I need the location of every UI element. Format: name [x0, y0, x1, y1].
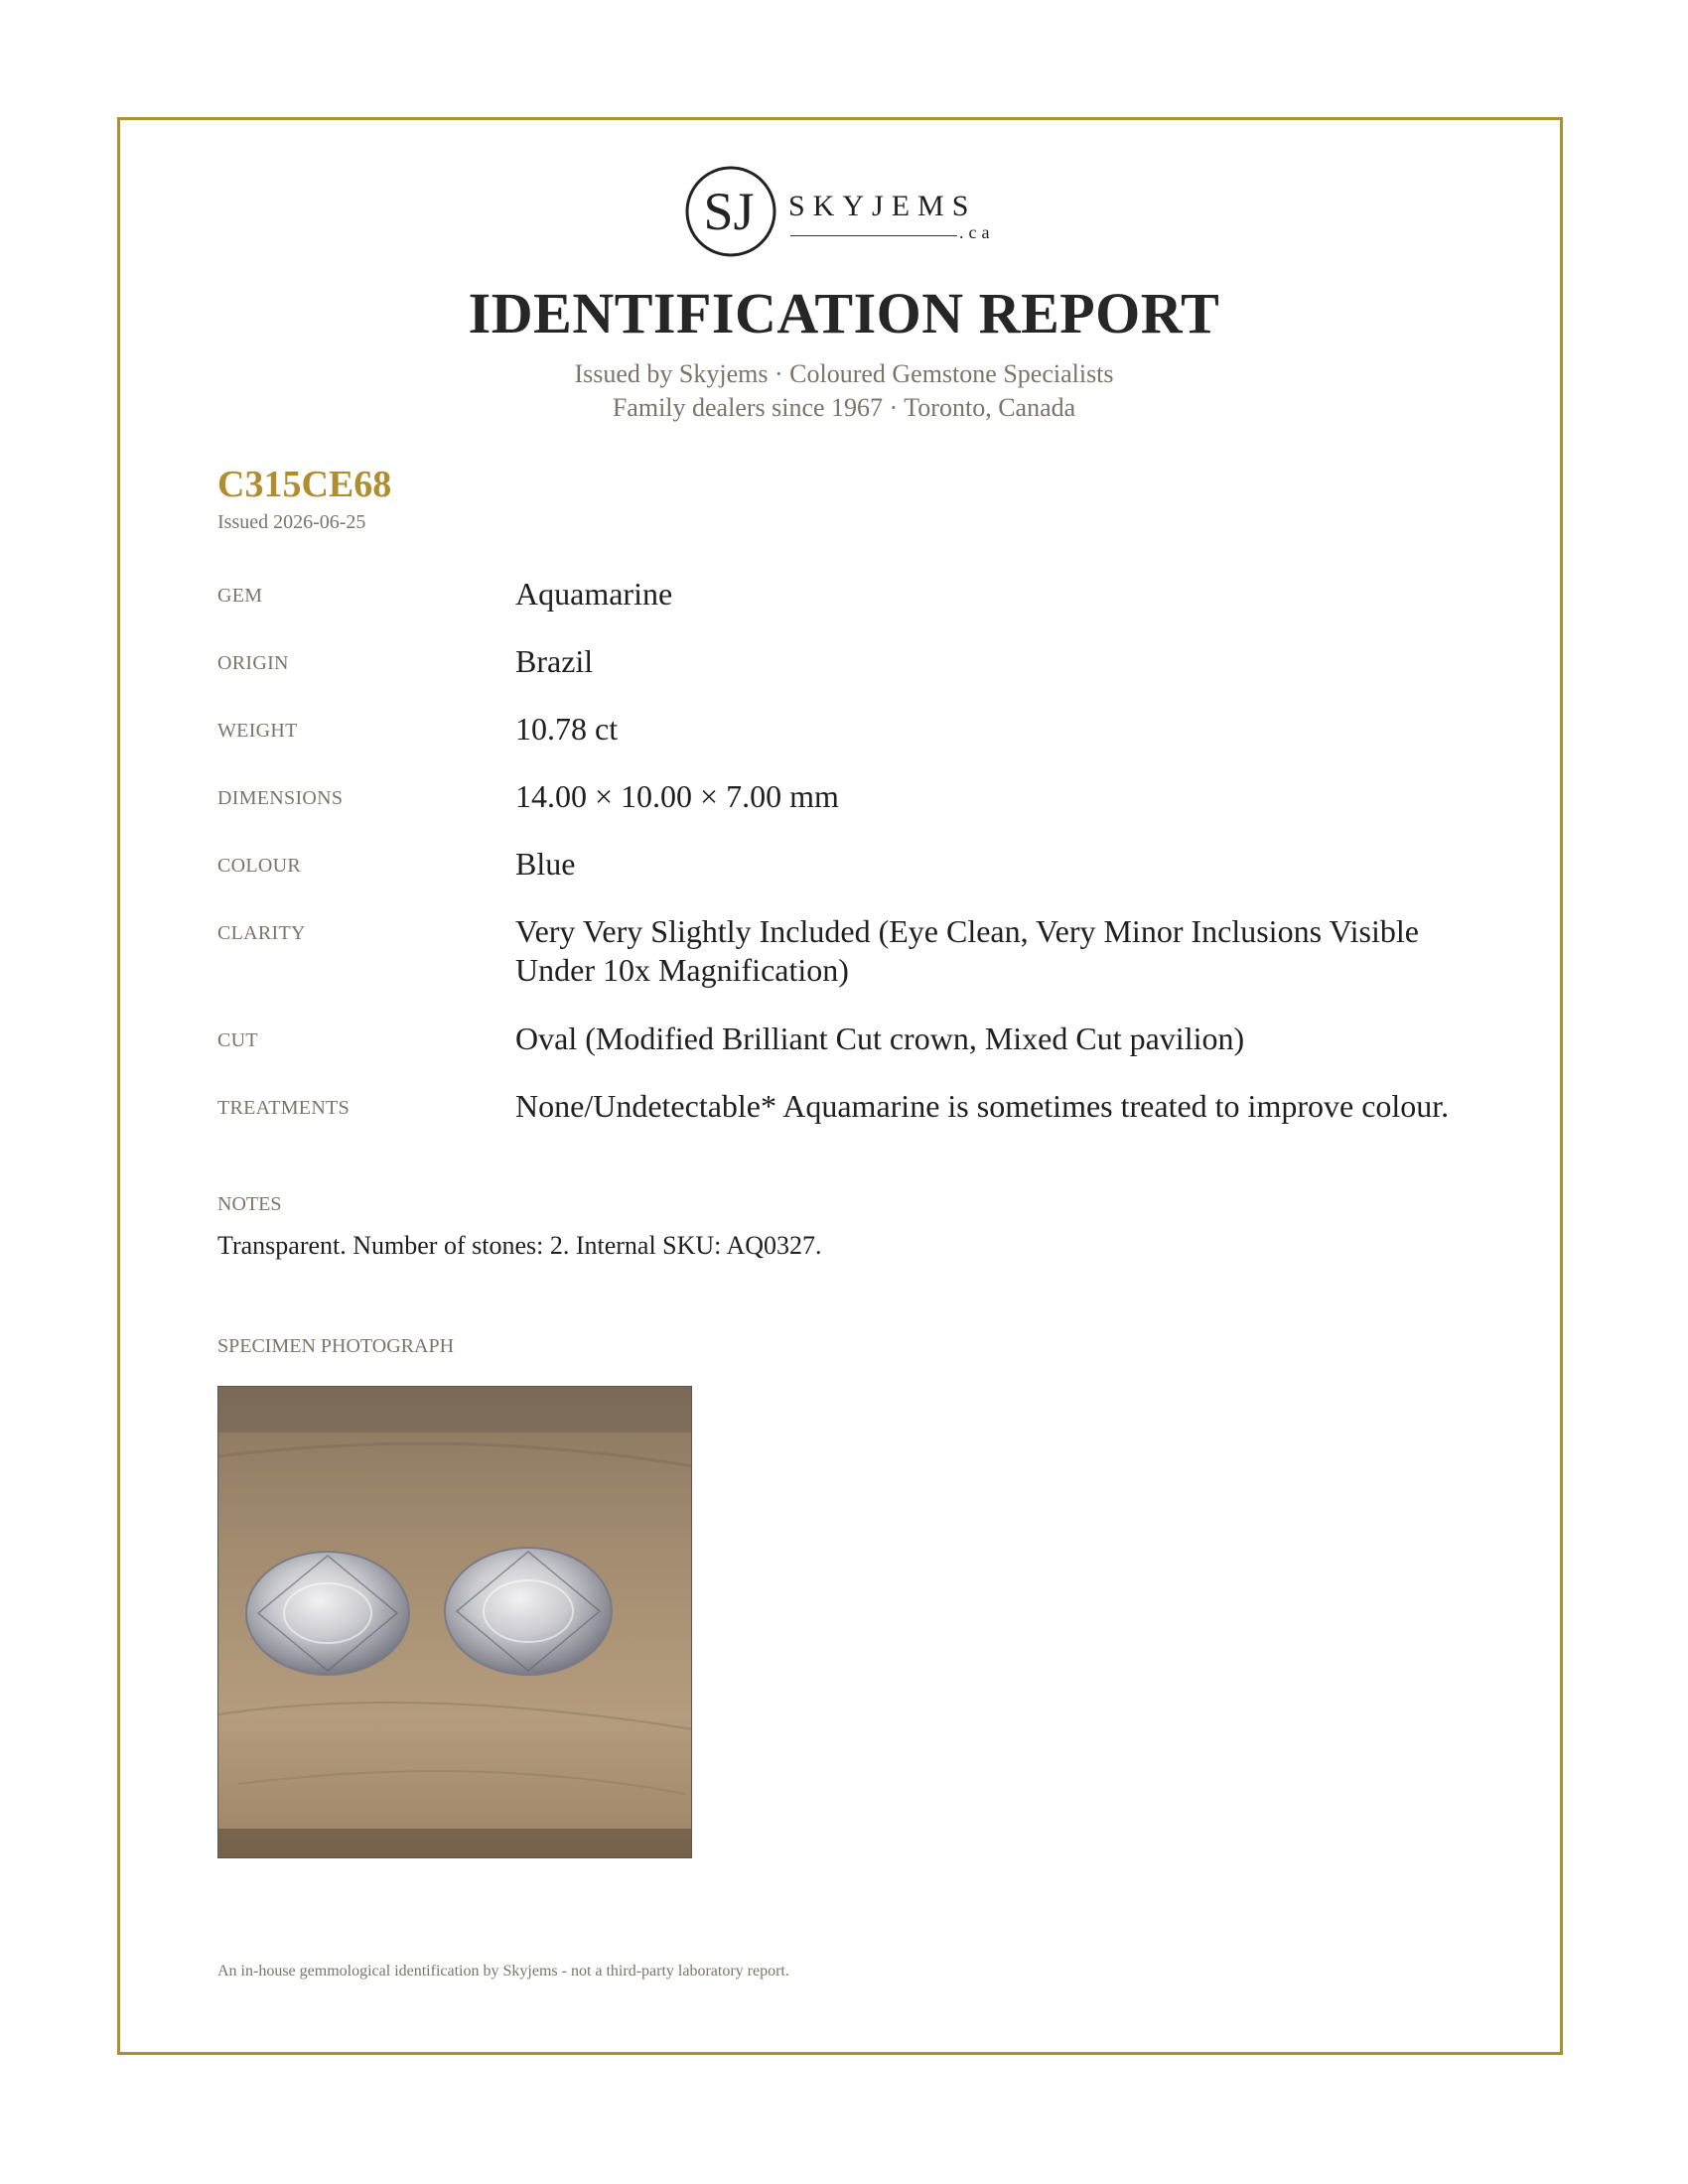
field-value: 14.00 × 10.00 × 7.00 mm	[515, 778, 839, 814]
field-value: None/Undetectable* Aquamarine is sometimes treated to improve colour.	[515, 1088, 1450, 1124]
report-id: C315CE68	[217, 464, 392, 505]
field-label: COLOUR	[217, 855, 302, 877]
disclaimer-footer: An in-house gemmological identification by Skyjems - not a third-party laboratory report.	[217, 1963, 789, 1979]
dealer-line: Family dealers since 1967 · Toronto, Canada	[612, 393, 1076, 422]
field-value: Brazil	[515, 643, 594, 679]
field-value: Aquamarine	[515, 576, 673, 612]
skyjems-logo	[683, 164, 1011, 261]
gemstone-photo-illustration	[218, 1387, 692, 1858]
field-label: WEIGHT	[217, 720, 298, 742]
brand-domain: .ca	[959, 222, 995, 242]
field-value: Blue	[515, 846, 576, 882]
issue-date: Issued 2026-06-25	[217, 511, 366, 533]
brand-name: SKYJEMS	[788, 190, 977, 222]
sj-monogram-icon	[683, 164, 782, 263]
notes-label: NOTES	[217, 1193, 282, 1215]
field-label: TREATMENTS	[217, 1097, 350, 1119]
brand-underline	[790, 235, 957, 236]
field-value: Oval (Modified Brilliant Cut crown, Mixed Cut pavilion)	[515, 1021, 1245, 1056]
field-value: 10.78 ct	[515, 711, 619, 747]
field-label: DIMENSIONS	[217, 787, 344, 809]
field-value: Very Very Slightly Included (Eye Clean, Very Minor Inclusions Visible Under 10x Magnification)	[515, 913, 1419, 988]
specimen-photo	[217, 1386, 692, 1858]
field-label: CUT	[217, 1029, 258, 1051]
field-label: CLARITY	[217, 922, 306, 944]
report-title: IDENTIFICATION REPORT	[468, 281, 1220, 345]
issuer-line: Issued by Skyjems · Coloured Gemstone Specialists	[574, 359, 1114, 388]
field-label: GEM	[217, 585, 263, 607]
photo-label: SPECIMEN PHOTOGRAPH	[217, 1335, 455, 1357]
svg-text:SJ: SJ	[703, 182, 755, 241]
notes-text: Transparent. Number of stones: 2. Internal SKU: AQ0327.	[217, 1231, 822, 1260]
field-label: ORIGIN	[217, 652, 289, 674]
